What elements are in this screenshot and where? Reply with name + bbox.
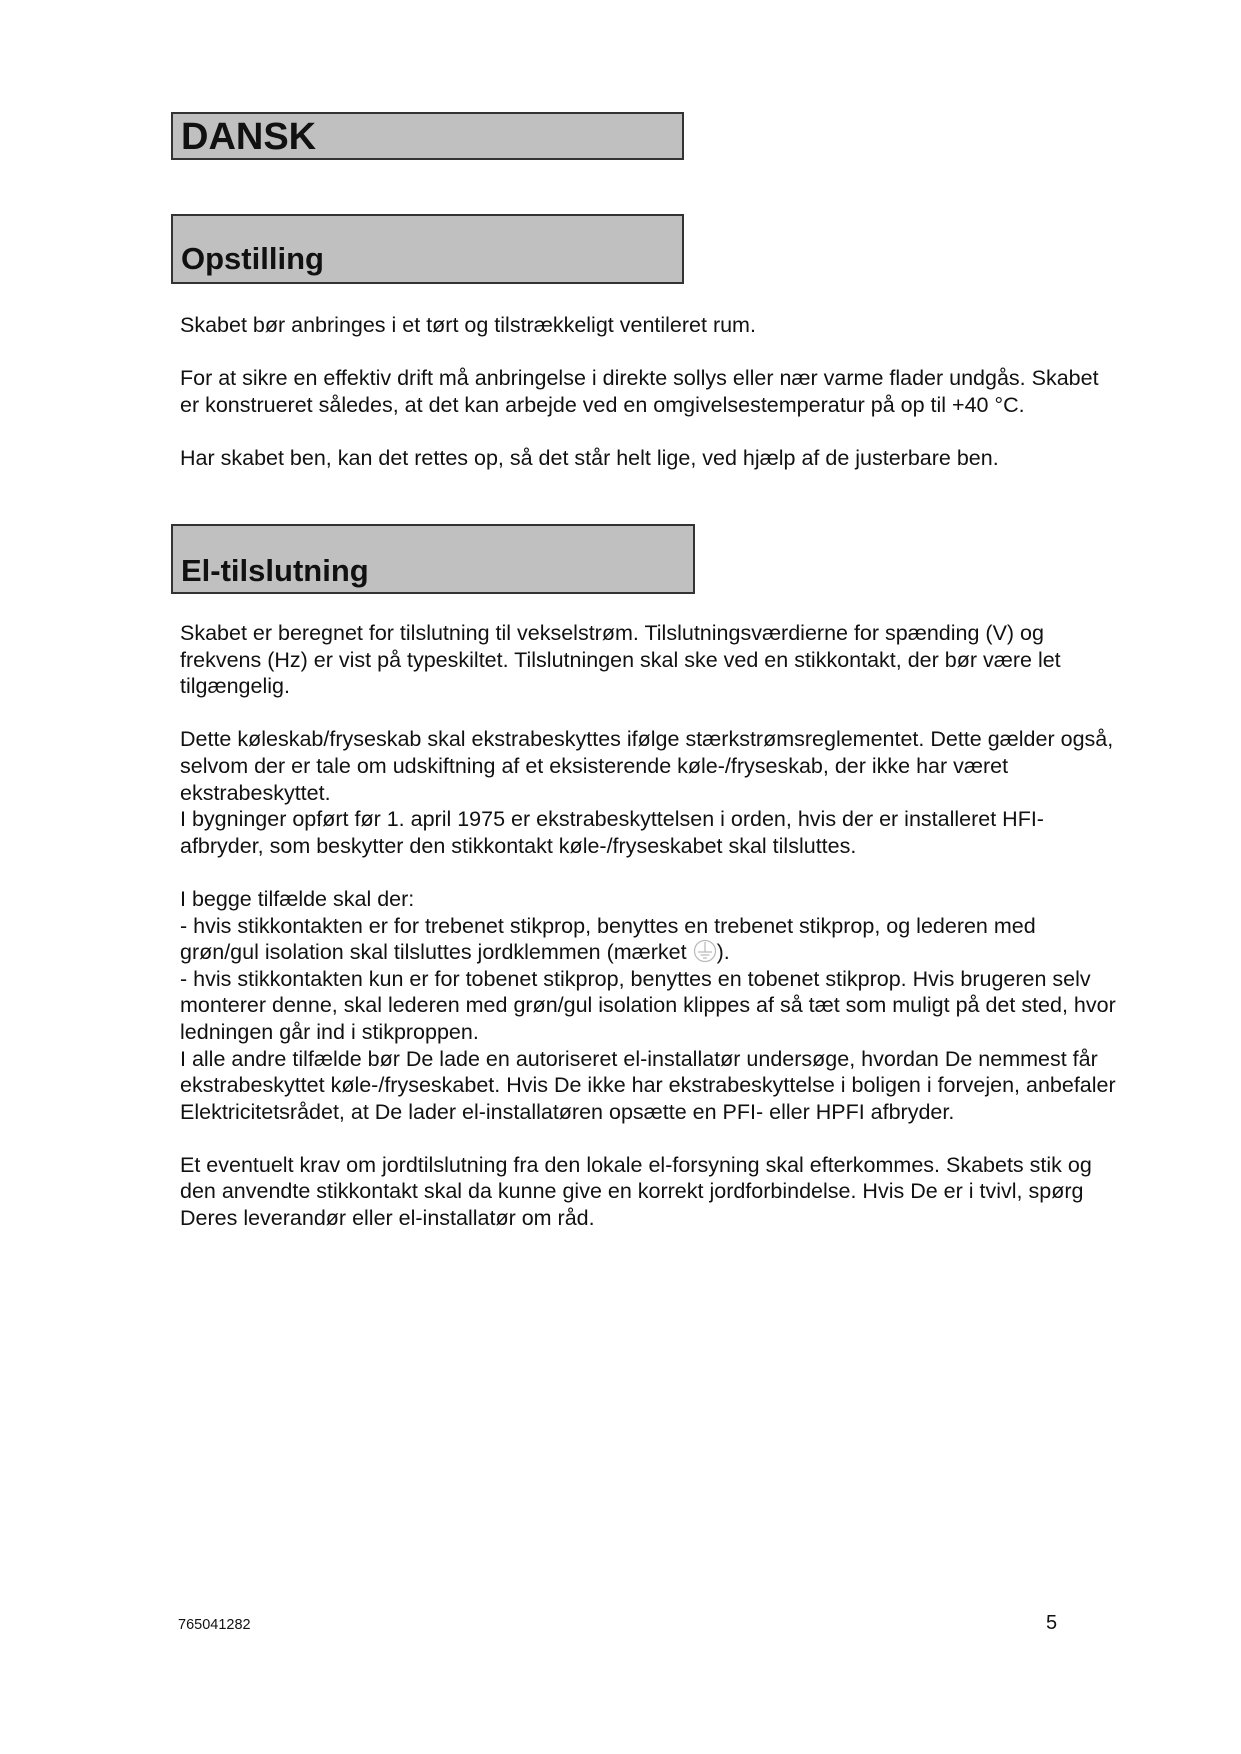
section-heading-installation-text: Opstilling — [181, 241, 324, 276]
electrical-paragraph-3: I bygninger opført før 1. april 1975 er ekstrabeskyttelsen i orden, hvis der er installeret HFI-afbryder, som beskytter den stikkontakt køle-/fryseskabet skal tilsluttes. — [180, 807, 1044, 858]
section-heading-electrical — [171, 524, 695, 594]
installation-paragraph-1: Skabet bør anbringes i et tørt og tilstrækkeligt ventileret rum. — [180, 313, 756, 337]
electrical-paragraph-6: - hvis stikkontakten kun er for tobenet stikprop, benyttes en tobenet stikprop. Hvis brugeren selv monterer denne, skal lederen med grøn/gul isolation klippes af så tæt som muligt på det sted, hvor ledningen går ind i stikproppen. — [180, 966, 1116, 1044]
section-heading-electrical-text: El-tilslutning — [181, 553, 369, 588]
installation-section-body — [180, 312, 1120, 472]
electrical-paragraph-7: I alle andre tilfælde bør De lade en autoriseret el-installatør undersøge, hvordan De nemmest får ekstrabeskyttet køle-/fryseskabet. Hvis De ikke har ekstrabeskyttelse i boligen i forvejen, anbefaler Elektricitetsrådet, at De lader el-installatøren opsætte en PFI- eller HPFI afbryder. — [180, 1046, 1116, 1124]
installation-paragraph-3: Har skabet ben, kan det rettes op, så det står helt lige, ved hjælp af de justerbare ben. — [180, 445, 999, 470]
earth-instruction-text: - hvis stikkontakten er for trebenet stikprop, benyttes en trebenet stikprop, og lederen med grøn/gul isolation skal tilsluttes jordklemmen (mærket — [180, 913, 1036, 965]
page-number: 5 — [1046, 1612, 1058, 1634]
electrical-paragraph-8: Et eventuelt krav om jordtilslutning fra den lokale el-forsyning skal efterkommes. Skabets stik og den anvendte stikkontakt skal da kunne give en korrekt jordforbindelse. Hvis De er i tvivl, spørg Deres leverandør eller el-installatør om råd. — [180, 1152, 1092, 1231]
electrical-paragraph-2: Dette køleskab/fryseskab skal ekstrabeskyttes ifølge stærkstrømsreglementet. Dette gælder også, selvom der er tale om udskiftning af et eksisterende køle-/fryseskab, der ikke har været ekstrabeskyttet. — [180, 727, 1114, 805]
electrical-paragraph-1: Skabet er beregnet for tilslutning til vekselstrøm. Tilslutningsværdierne for spænding (V) og frekvens (Hz) er vist på typeskiltet. Tilslutningen skal ske ved en stikkontakt, der bør være let tilgængelig. — [180, 621, 1061, 699]
language-heading — [171, 112, 684, 160]
document-number: 765041282 — [178, 1617, 251, 1633]
section-heading-installation — [171, 214, 684, 284]
earth-ground-icon — [693, 939, 717, 963]
electrical-section-body — [180, 620, 1120, 1232]
electrical-paragraph-4: I begge tilfælde skal der: — [180, 886, 415, 911]
earth-instruction-close: ). — [716, 940, 730, 965]
installation-paragraph-2: For at sikre en effektiv drift må anbringelse i direkte sollys eller nær varme flader undgås. Skabet er konstrueret således, at det kan arbejde ved en omgivelsestemperatur på op til +40 °C. — [180, 366, 1099, 417]
language-heading-text: DANSK — [181, 116, 317, 158]
electrical-paragraph-5 — [180, 913, 1120, 966]
